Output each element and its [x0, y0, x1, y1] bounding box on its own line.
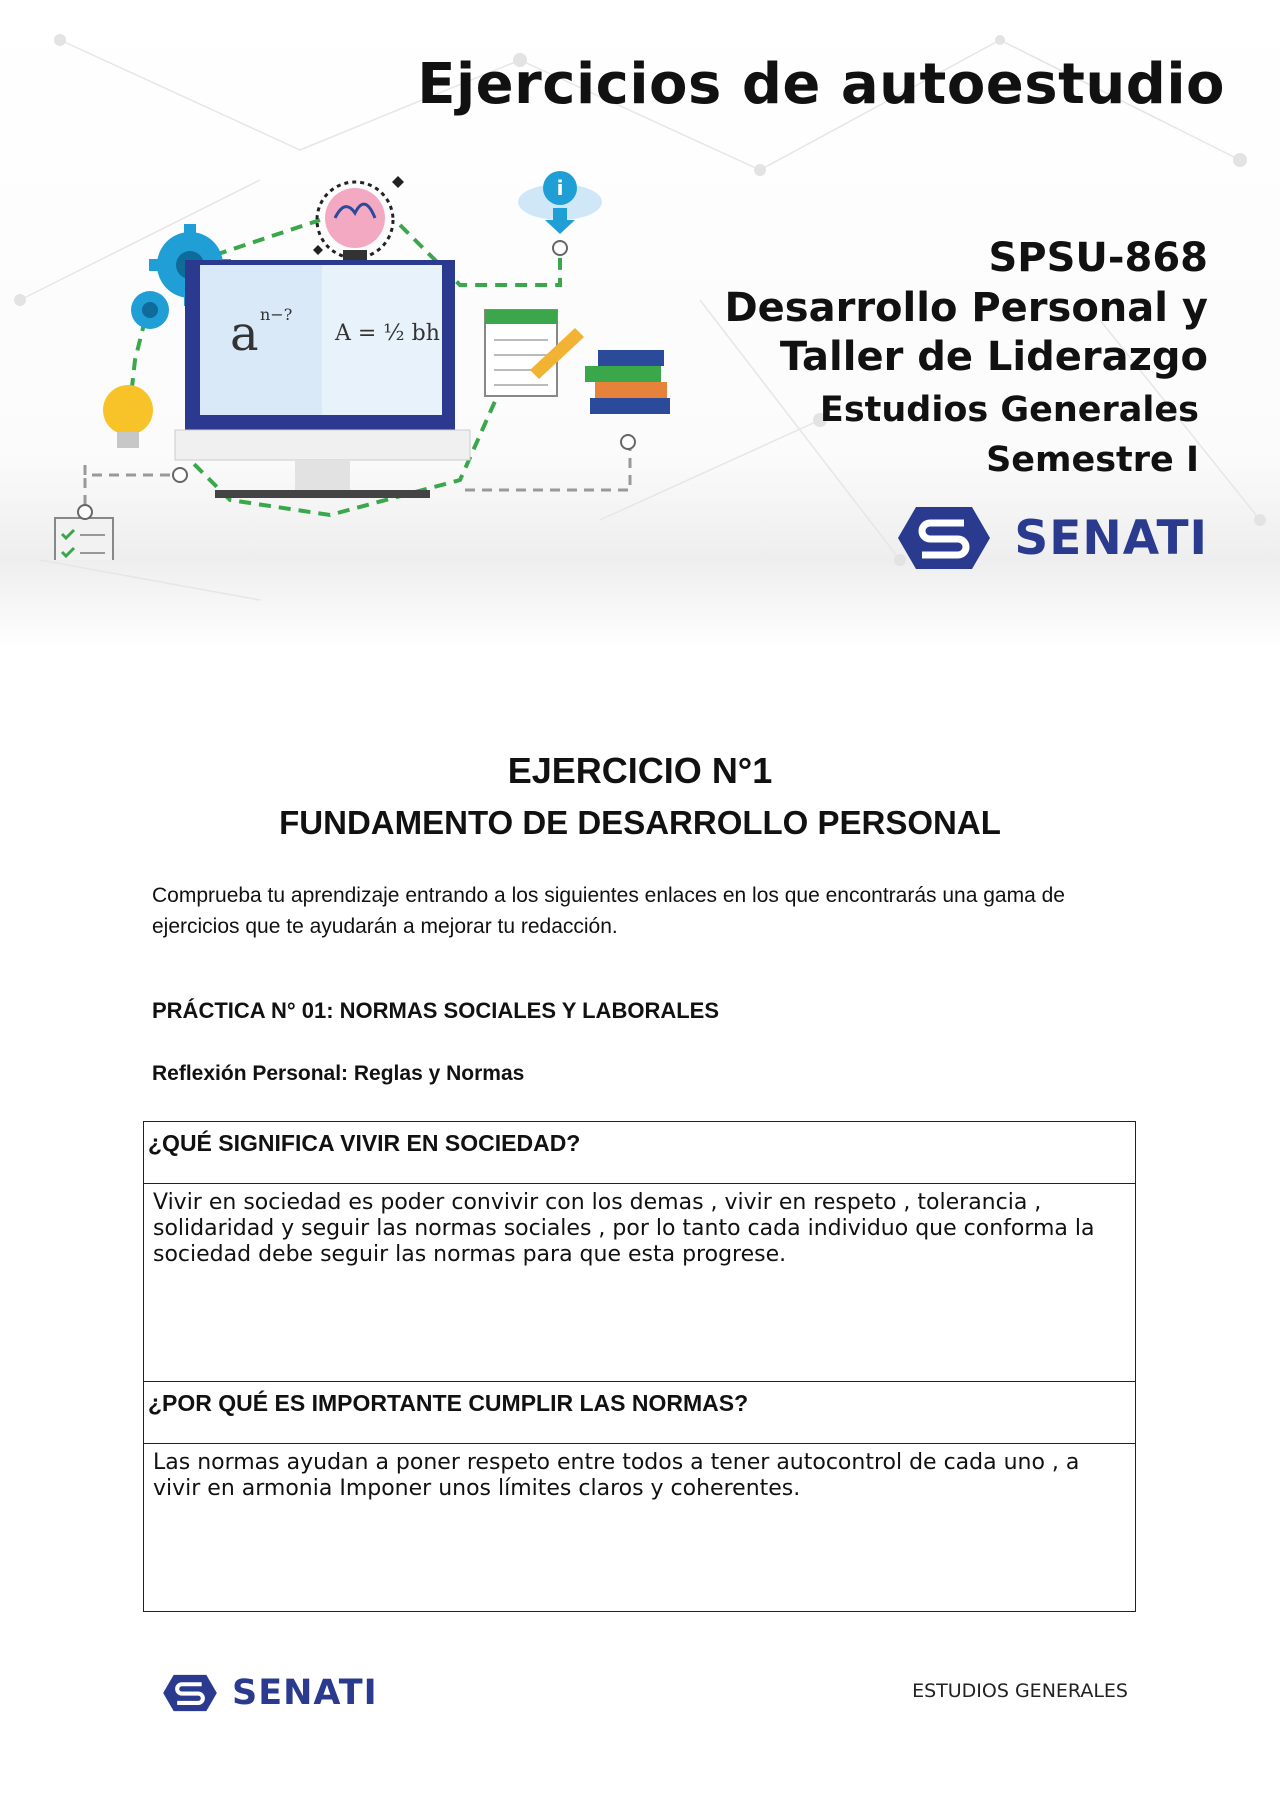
senati-logo-icon [896, 505, 992, 571]
brain-bulb-icon [313, 176, 404, 264]
qa-table [143, 1121, 1136, 1612]
svg-text:n−?: n−? [260, 305, 293, 324]
learning-illustration [0, 160, 700, 560]
question-cell: ¿QUÉ SIGNIFICA VIVIR EN SOCIEDAD? [144, 1122, 1136, 1184]
senati-logo-text: SENATI [1014, 510, 1208, 566]
semester-label: Semestre I [986, 440, 1199, 480]
table-row [144, 1444, 1136, 1612]
exercise-subtitle: FUNDAMENTO DE DESARROLLO PERSONAL [279, 804, 1001, 841]
notepad-icon [485, 310, 584, 396]
senati-logo [896, 505, 1208, 571]
info-cloud-icon [518, 171, 602, 255]
answer-cell[interactable]: Vivir en sociedad es poder convivir con los demas , vivir en respeto , tolerancia , solidaridad y seguir las normas sociales , por lo tanto cada individuo que conforma la sociedad debe seguir las normas para que esta progrese. [144, 1184, 1136, 1382]
program-name: Estudios Generales [819, 390, 1199, 430]
footer-department: ESTUDIOS GENERALES [912, 1680, 1128, 1702]
table-row [144, 1184, 1136, 1382]
document-title: Ejercicios de autoestudio [417, 52, 1225, 117]
checklist-icon [55, 505, 113, 560]
table-row [144, 1382, 1136, 1444]
senati-logo-icon [162, 1672, 218, 1714]
reflection-title: Reflexión Personal: Reglas y Normas [152, 1062, 525, 1085]
svg-text:A = ½ bh: A = ½ bh [335, 321, 440, 346]
lightbulb-icon [103, 385, 187, 482]
course-name-line2: Taller de Liderazgo [779, 334, 1208, 380]
practice-title: PRÁCTICA N° 01: NORMAS SOCIALES Y LABORALES [152, 998, 720, 1023]
svg-text:i: i [556, 176, 564, 200]
books-icon [585, 350, 670, 449]
svg-text:a: a [230, 306, 259, 362]
senati-logo-text: SENATI [232, 1673, 378, 1713]
question-cell: ¿POR QUÉ ES IMPORTANTE CUMPLIR LAS NORMAS? [144, 1382, 1136, 1444]
monitor-icon [175, 260, 470, 498]
course-name-line1: Desarrollo Personal y [724, 285, 1208, 331]
course-info [724, 232, 1208, 482]
course-code: SPSU-868 [988, 235, 1208, 281]
header-banner [0, 0, 1280, 650]
footer-senati-logo [162, 1672, 378, 1714]
intro-paragraph: Comprueba tu aprendizaje entrando a los siguientes enlaces en los que encontrarás una gama de ejercicios que te ayudarán a mejorar tu redacción. [152, 884, 1065, 938]
table-row [144, 1122, 1136, 1184]
exercise-title: EJERCICIO N°1 [507, 750, 773, 791]
answer-cell[interactable]: Las normas ayudan a poner respeto entre todos a tener autocontrol de cada uno , a vivir en armonia Imponer unos límites claros y coherentes. [144, 1444, 1136, 1612]
